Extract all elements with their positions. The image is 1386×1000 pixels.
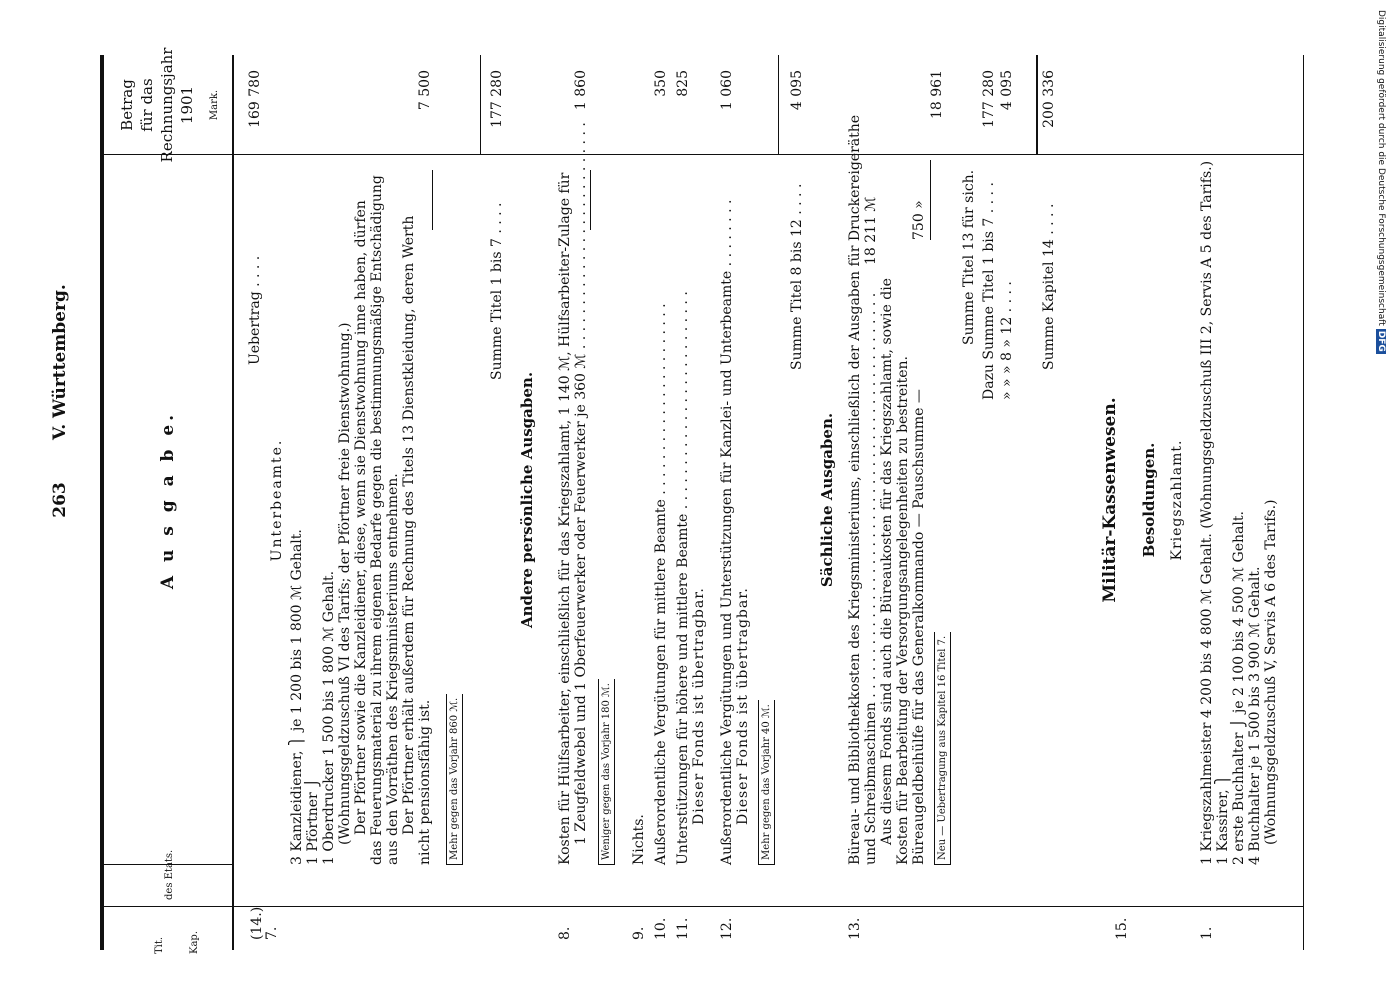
summe-kap-14-amount: 200 336 xyxy=(1041,70,1057,128)
tit-1: 1. xyxy=(1199,926,1215,940)
tit-13: 13. xyxy=(847,917,863,940)
t13-line: und Schreibmaschinen . . . . . . . . . . . . . . . . . . . . . . . . . . . . . . . . . . . . . . . . . . . . . . xyxy=(863,292,879,865)
t13-amount: 18 961 xyxy=(929,70,945,119)
running-title: V. Württemberg. xyxy=(50,284,70,440)
header-kap: Kap. xyxy=(189,930,200,954)
summe-13: Summe Titel 13 für sich. xyxy=(961,169,977,345)
t13-line: Büreaugeldbeihülfe für das Generalkommando — Pauschsumme — xyxy=(911,389,927,865)
tit-7: 7. xyxy=(264,926,280,940)
t12-note: Mehr gegen das Vorjahr 40 ℳ. xyxy=(758,700,775,865)
t7-note: Mehr gegen das Vorjahr 860 ℳ. xyxy=(446,694,463,865)
t1-line: 2 erste Buchhalter ⎭ je 2 100 bis 4 500 ℳ Gehalt. xyxy=(1231,511,1247,865)
t7-line: 1 Pförtner ⎭ xyxy=(305,777,321,865)
top-rule xyxy=(100,55,104,950)
t10-amount: 350 xyxy=(653,70,669,97)
t10-text: Außerordentliche Vergütungen für mittlere Beamte . . . . . . . . . . . . . . . . . . . . . . xyxy=(653,303,669,865)
tit-11: 11. xyxy=(675,917,691,940)
header-rule xyxy=(232,55,234,950)
t13-line: Kosten für Bearbeitung der Versorgungsangelegenheiten zu bestreiten. xyxy=(895,356,911,865)
dazu-8-12: » » » 8 » 12 . . . . xyxy=(999,281,1015,400)
t9-text: Nichts. xyxy=(631,814,647,865)
header-betrag-2: für das xyxy=(138,78,156,132)
dazu-1-7-amount: 177 280 xyxy=(981,70,997,128)
t11-amount: 825 xyxy=(675,70,691,97)
t11-text: Unterstützungen für höhere und mittlere Beamte . . . . . . . . . . . . . . . . . . . . . . . . . xyxy=(675,291,691,865)
tit-9: 9. xyxy=(631,926,647,940)
header-des-etats: des Etats. xyxy=(164,849,175,900)
t13-line: Aus diesem Fonds sind auch die Büreaukosten für das Kriegszahlamt, sowie die xyxy=(879,278,895,845)
t7-line: nicht pensionsfähig ist. xyxy=(417,699,433,865)
dfg-watermark xyxy=(1372,10,1386,390)
tit-10: 10. xyxy=(653,917,669,940)
kap-15-heading: Militär-Kassenwesen. xyxy=(1100,397,1120,603)
vline-header xyxy=(104,906,1304,907)
header-betrag-3: Rechnungsjahr xyxy=(158,47,176,163)
uebertrag-amount: 169 780 xyxy=(247,70,263,128)
kap-15: 15. xyxy=(1114,917,1130,940)
t1-line: 1 Kriegszahlmeister 4 200 bis 4 800 ℳ Gehalt. (Wohnungsgeldzuschuß III 2, Servis A 5 des Tarifs.) xyxy=(1199,160,1215,865)
t7-line: Der Pförtner sowie die Kanzleidiener, diese, wenn sie Dienstwohnung inne haben, dürfen xyxy=(353,200,369,835)
t7-line: (Wohnungsgeldzuschuß VI des Tarifs; der Pförtner freie Dienstwohnung.) xyxy=(337,322,353,845)
t12-amount: 1 060 xyxy=(719,70,735,111)
t8-line: Kosten für Hülfsarbeiter, einschließlich für das Kriegszahlamt, 1 140 ℳ, Hülfsarbeiter-Zulage für xyxy=(557,172,573,865)
saechliche-heading: Sächliche Ausgaben. xyxy=(818,412,836,588)
t7-line: aus den Vorräthen des Kriegsministeriums entnehmen. xyxy=(385,473,401,865)
tit-8: 8. xyxy=(557,926,573,940)
besoldungen-heading: Besoldungen. xyxy=(1140,442,1158,558)
t8-note: Weniger gegen das Vorjahr 180 ℳ. xyxy=(598,679,615,865)
tit-12: 12. xyxy=(719,917,735,940)
t8-rule xyxy=(590,170,591,230)
summe-1-7-amount: 177 280 xyxy=(489,70,505,128)
t8-line: 1 Zeugfeldwebel und 1 Oberfeuerwerker oder Feuerwerker je 360 ℳ . . . . . . . . . . . . . . . . . . . . . . . . . . xyxy=(573,122,589,845)
summe-1-7: Summe Titel 1 bis 7 . . . . xyxy=(489,202,505,380)
header-mark: Mark. xyxy=(209,89,220,121)
kap-total-rule xyxy=(1036,55,1038,155)
page-number: 263 xyxy=(50,482,70,518)
t13-inner-amount-1: 18 211 ℳ xyxy=(863,196,879,265)
t8-amount: 1 860 xyxy=(573,70,589,111)
t13-inner-amount-2: 750 » xyxy=(911,200,927,240)
dazu-1-7: Dazu Summe Titel 1 bis 7 . . . . xyxy=(981,182,997,400)
t12-text: Außerordentliche Vergütungen und Unterstützungen für Kanzlei- und Unterbeamte . . . . . . . . xyxy=(719,199,735,865)
t13-line: Büreau- und Bibliothekkosten des Kriegsministeriums, einschließlich der Ausgaben für Druckereigeräthe xyxy=(847,114,863,865)
dazu-8-12-amount: 4 095 xyxy=(999,70,1015,111)
summe-rule xyxy=(480,55,481,155)
t12-sub: Dieser Fonds ist übertragbar. xyxy=(735,587,751,825)
bottom-rule xyxy=(1303,55,1304,950)
unterbeamte-heading: Unterbeamte. xyxy=(269,438,285,562)
andere-heading: Andere persönliche Ausgaben. xyxy=(518,371,536,629)
header-betrag-4: 1901 xyxy=(178,85,196,125)
t7-line: Der Pförtner erhält außerdem für Rechnung des Titels 13 Dienstkleidung, deren Werth xyxy=(401,215,417,835)
vline-amount xyxy=(104,154,1304,155)
kap-14: (14.) xyxy=(249,906,265,940)
summe-8-12: Summe Titel 8 bis 12 . . . . xyxy=(789,183,805,370)
uebertrag-label: Uebertrag . . . . xyxy=(247,255,263,365)
t7-line: 1 Oberdrucker 1 500 bis 1 800 ℳ Gehalt. xyxy=(321,570,337,865)
t13-note: Neu — Uebertragung aus Kapitel 16 Titel 7. xyxy=(934,632,951,865)
watermark-text: Digitalisierung gefördert durch die Deutsche Forschungsgemeinschaft xyxy=(1376,10,1386,326)
header-betrag-1: Betrag xyxy=(118,79,136,131)
t1-line: (Wohnungsgeldzuschuß V, Servis A 6 des Tarifs.) xyxy=(1263,499,1279,845)
summe-8-12-amount: 4 095 xyxy=(789,70,805,111)
t7-amount: 7 500 xyxy=(417,70,433,111)
t7-line: das Feuerungsmaterial zu ihrem eigenen Bedarfe gegen die bestimmungsmäßige Entschädigung xyxy=(369,175,385,865)
t1-line: 1 Kassirer, ⎫ xyxy=(1215,774,1231,865)
dfg-logo-icon: DFG xyxy=(1376,330,1386,352)
t13-rule xyxy=(930,160,931,240)
t11-sub: Dieser Fonds ist übertragbar. xyxy=(691,587,707,825)
subtotal-rule xyxy=(432,170,433,230)
t7-line: 3 Kanzleidiener, ⎫ je 1 200 bis 1 800 ℳ Gehalt. xyxy=(289,529,305,865)
section-title: A u s g a b e. xyxy=(158,410,178,590)
kriegszahlamt-heading: Kriegszahlamt. xyxy=(1169,439,1185,561)
summe-8-12-rule xyxy=(778,55,779,155)
header-tit: Tit. xyxy=(154,936,165,954)
t1-line: 4 Buchhalter je 1 500 bis 3 900 ℳ Gehalt. xyxy=(1247,566,1263,865)
summe-kap-14: Summe Kapitel 14 . . . . xyxy=(1041,203,1057,370)
